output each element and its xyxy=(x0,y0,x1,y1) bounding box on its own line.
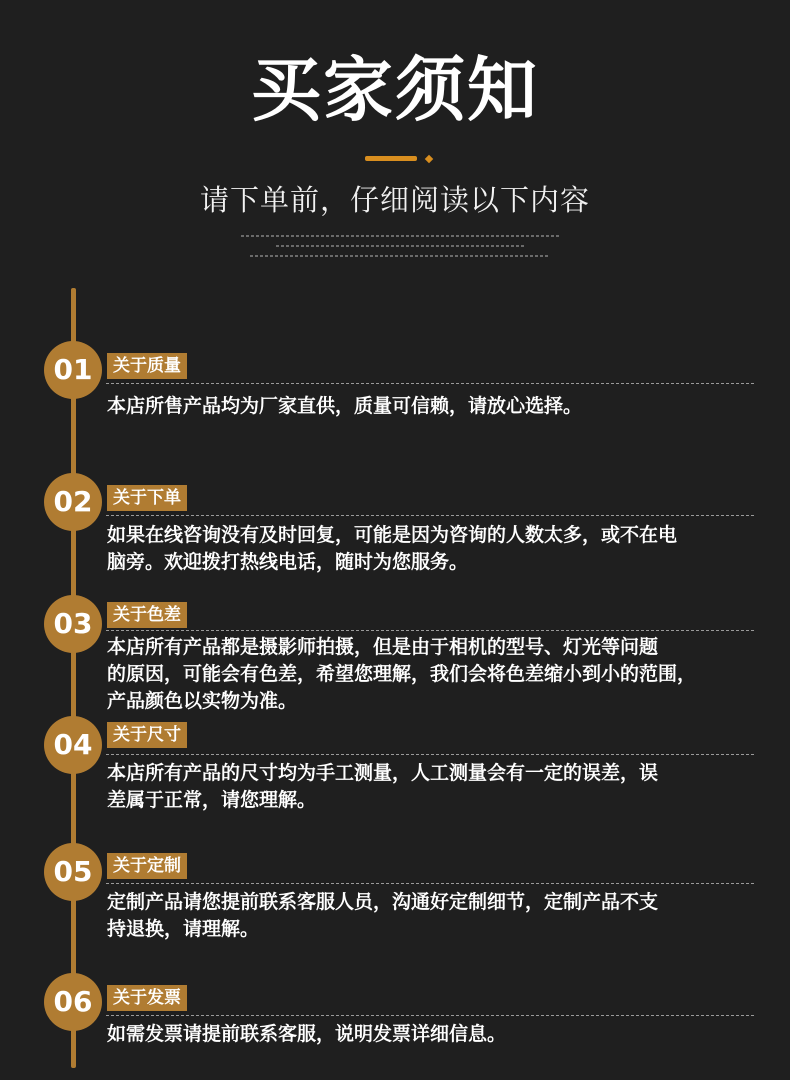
section-tag: 关于定制 xyxy=(107,853,187,879)
section-number-badge: 05 xyxy=(44,843,102,901)
section-line: 本店所售产品均为厂家直供，质量可信赖，请放心选择。 xyxy=(107,395,583,417)
section-line: 本店所有产品都是摄影师拍摄，但是由于相机的型号、灯光等问题 xyxy=(107,636,659,658)
section-line: 如果在线咨询没有及时回复，可能是因为咨询的人数太多，或不在电 xyxy=(107,524,678,546)
decorative-fine-text xyxy=(240,235,560,257)
section-body xyxy=(107,889,767,943)
section-number-badge: 03 xyxy=(44,595,102,653)
section-body xyxy=(107,1021,767,1048)
accent-dot xyxy=(425,155,433,163)
section-body xyxy=(107,634,767,715)
section-body xyxy=(107,522,767,576)
timeline-line xyxy=(71,288,76,1068)
page-title: 买家须知 xyxy=(251,49,539,131)
section-divider xyxy=(106,1015,754,1016)
section-divider xyxy=(106,630,754,631)
section-divider xyxy=(106,383,754,384)
section-divider xyxy=(106,515,754,516)
section-number-badge: 02 xyxy=(44,473,102,531)
section-tag: 关于发票 xyxy=(107,985,187,1011)
section-line: 本店所有产品的尺寸均为手工测量，人工测量会有一定的误差，误 xyxy=(107,762,659,784)
section-tag: 关于尺寸 xyxy=(107,722,187,748)
section-divider xyxy=(106,883,754,884)
accent-bar xyxy=(365,156,417,161)
section-line: 如需发票请提前联系客服，说明发票详细信息。 xyxy=(107,1023,507,1045)
section-line: 差属于正常，请您理解。 xyxy=(107,789,317,811)
section-line: 定制产品请您提前联系客服人员，沟通好定制细节，定制产品不支 xyxy=(107,891,659,913)
section-tag: 关于质量 xyxy=(107,353,187,379)
page-subtitle: 请下单前，仔细阅读以下内容 xyxy=(199,183,590,217)
section-body xyxy=(107,760,767,814)
section-number-badge: 01 xyxy=(44,341,102,399)
section-body xyxy=(107,393,767,420)
section-line: 产品颜色以实物为准。 xyxy=(107,690,298,712)
section-line: 持退换，请理解。 xyxy=(107,918,260,940)
section-divider xyxy=(106,754,754,755)
section-tag: 关于色差 xyxy=(107,602,187,628)
section-number-badge: 06 xyxy=(44,973,102,1031)
section-number-badge: 04 xyxy=(44,716,102,774)
section-line: 脑旁。欢迎拨打热线电话，随时为您服务。 xyxy=(107,551,469,573)
section-line: 的原因，可能会有色差，希望您理解，我们会将色差缩小到小的范围， xyxy=(107,663,697,685)
section-tag: 关于下单 xyxy=(107,485,187,511)
